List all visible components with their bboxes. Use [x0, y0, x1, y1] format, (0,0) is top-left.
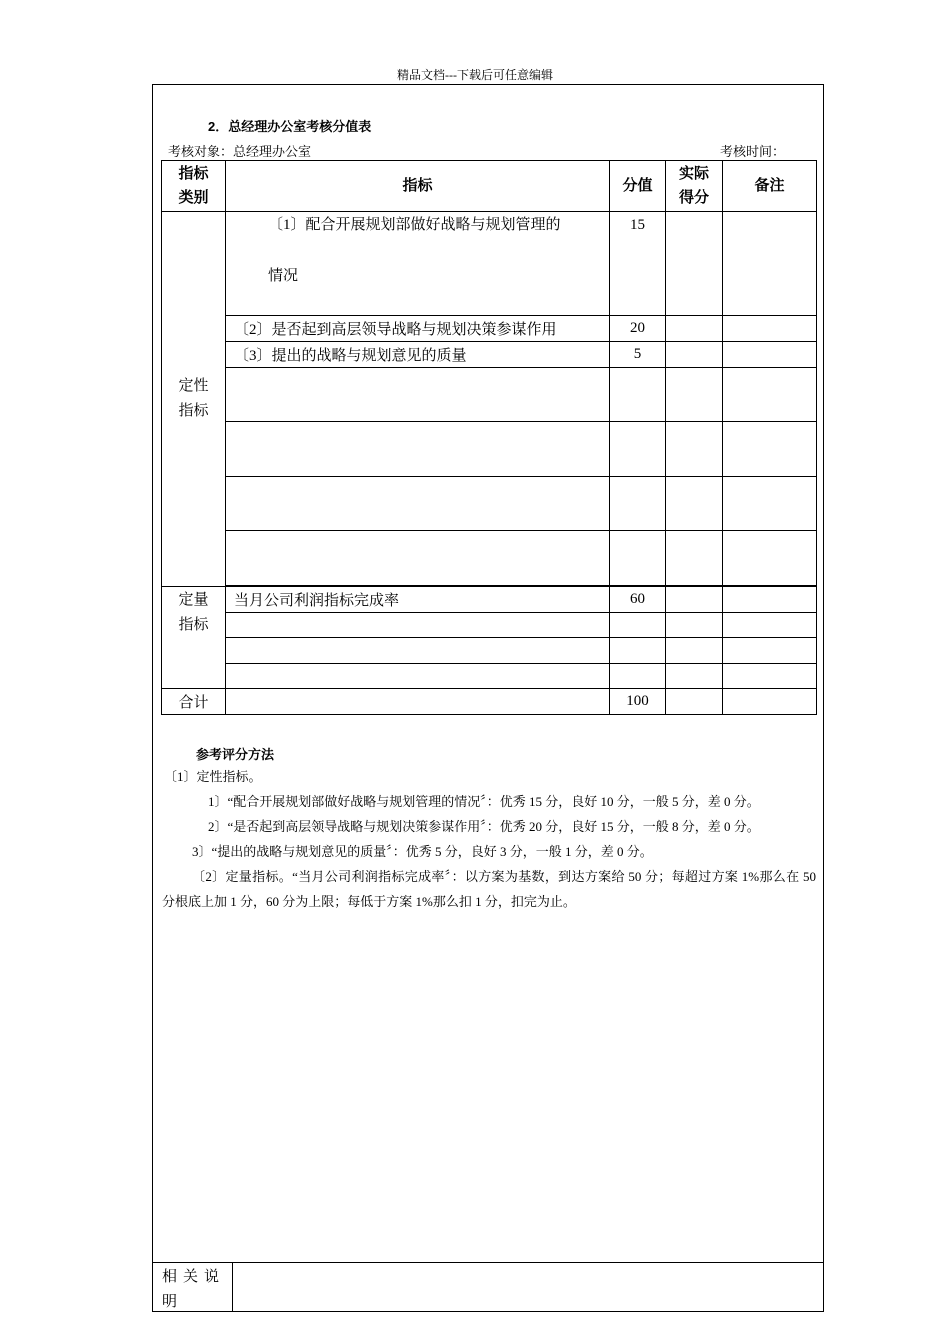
- scoring-method-text: [162, 764, 816, 914]
- category-quantitative: 定量指标: [162, 587, 226, 689]
- category-qualitative: 定性指标: [162, 212, 226, 587]
- score-cell: [610, 638, 666, 664]
- indicator-cell: [226, 689, 610, 715]
- indicator-cell: 〔1〕配合开展规划部做好战略与规划管理的 情况: [226, 212, 610, 316]
- header-note: 备注: [723, 161, 817, 212]
- method-line: 〔2〕定量指标。“当月公司利润指标完成率〞：以方案为基数，到达方案给 50 分；每超过方案 1%那么在 50 分根底上加 1 分，60 分为上限；每低于方案 1%那么扣 1 分，扣完为止。: [162, 869, 816, 909]
- actual-score-cell: [666, 477, 723, 531]
- header-indicator: 指标: [226, 161, 610, 212]
- actual-score-cell: [666, 342, 723, 368]
- method-line: 〔1〕定性指标。: [164, 769, 262, 784]
- actual-score-cell: [666, 587, 723, 613]
- actual-score-cell: [666, 316, 723, 342]
- method-line: 2〕“是否起到高层领导战略与规划决策参谋作用〞：优秀 20 分，良好 15 分，一般 8 分，差 0 分。: [208, 819, 760, 834]
- table-row: [162, 638, 817, 664]
- method-line: 1〕“配合开展规划部做好战略与规划管理的情况〞：优秀 15 分，良好 10 分，一般 5 分，差 0 分。: [208, 794, 760, 809]
- score-cell: 15: [610, 212, 666, 316]
- score-cell: [610, 664, 666, 689]
- table-title: 2．总经理办公室考核分值表: [208, 119, 372, 134]
- assessment-time: 考核时间：: [720, 144, 786, 159]
- note-cell: [723, 587, 817, 613]
- note-cell: [723, 664, 817, 689]
- header-actual-score: 实际得分: [666, 161, 723, 212]
- note-cell: [723, 368, 817, 422]
- note-cell: [723, 638, 817, 664]
- actual-score-cell: [666, 638, 723, 664]
- assessment-subject: 考核对象：总经理办公室: [168, 144, 312, 159]
- score-table: [161, 160, 817, 715]
- page-header-note: 精品文档---下载后可任意编辑: [397, 68, 553, 82]
- total-row: [162, 689, 817, 715]
- actual-score-cell: [666, 212, 723, 316]
- table-row: [162, 531, 817, 586]
- table-row: [162, 477, 817, 531]
- indicator-cell: [226, 422, 610, 477]
- score-cell: 20: [610, 316, 666, 342]
- indicator-cell: [226, 664, 610, 689]
- note-cell: [723, 689, 817, 715]
- table-row: [162, 368, 817, 422]
- note-cell: [723, 613, 817, 638]
- related-note-row: [152, 1262, 824, 1312]
- actual-score-cell: [666, 664, 723, 689]
- scoring-method-title: 参考评分方法: [196, 747, 275, 762]
- divider: [232, 1263, 233, 1312]
- table-row: [162, 587, 817, 613]
- header-category: 指标类别: [162, 161, 226, 212]
- table-row: [162, 316, 817, 342]
- table-row: [162, 422, 817, 477]
- score-cell: [610, 613, 666, 638]
- note-cell: [723, 316, 817, 342]
- score-cell: 5: [610, 342, 666, 368]
- score-cell: [610, 477, 666, 531]
- note-cell: [723, 531, 817, 586]
- table-row: [162, 613, 817, 638]
- actual-score-cell: [666, 531, 723, 586]
- indicator-cell: 〔3〕提出的战略与规划意见的质量: [226, 342, 610, 368]
- total-label: 合计: [162, 689, 226, 715]
- score-cell: [610, 422, 666, 477]
- actual-score-cell: [666, 689, 723, 715]
- total-score: 100: [610, 689, 666, 715]
- note-cell: [723, 342, 817, 368]
- indicator-cell: [226, 613, 610, 638]
- note-cell: [723, 422, 817, 477]
- indicator-cell: [226, 477, 610, 531]
- indicator-cell: [226, 368, 610, 422]
- note-cell: [723, 477, 817, 531]
- indicator-cell: [226, 638, 610, 664]
- score-cell: [610, 531, 666, 586]
- table-row: [162, 664, 817, 689]
- table-row: [162, 342, 817, 368]
- header-score: 分值: [610, 161, 666, 212]
- indicator-cell: 〔2〕是否起到高层领导战略与规划决策参谋作用: [226, 316, 610, 342]
- actual-score-cell: [666, 422, 723, 477]
- indicator-cell: 当月公司利润指标完成率: [226, 587, 610, 613]
- actual-score-cell: [666, 368, 723, 422]
- table-row: [162, 212, 817, 316]
- table-header-row: [162, 161, 817, 212]
- actual-score-cell: [666, 613, 723, 638]
- score-cell: [610, 368, 666, 422]
- method-line: 3〕“提出的战略与规划意见的质量〞：优秀 5 分，良好 3 分，一般 1 分，差 0 分。: [192, 844, 653, 859]
- indicator-cell: [226, 531, 610, 586]
- related-note-label: 相关说明: [162, 1269, 226, 1310]
- note-cell: [723, 212, 817, 316]
- score-cell: 60: [610, 587, 666, 613]
